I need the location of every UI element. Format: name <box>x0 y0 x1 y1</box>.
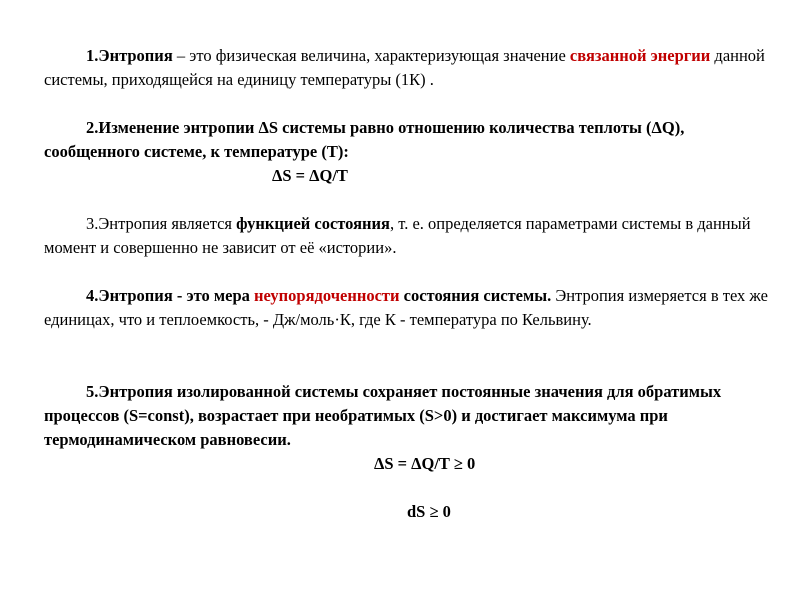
paragraph-5 <box>44 380 774 452</box>
formula-isolated-entropy: ΔS = ΔQ/T ≥ 0 <box>374 454 476 473</box>
p1-text-2: данной системы, приходящейся на единицу температуры (1К) . <box>44 46 765 89</box>
paragraph-2 <box>44 116 774 164</box>
paragraph-3 <box>44 212 774 260</box>
p1-lead: 1.Энтропия <box>86 46 173 65</box>
p2-text: 2.Изменение энтропии ΔS системы равно отношению количества теплоты (ΔQ), сообщенного системе, к температуре (Т): <box>44 118 685 161</box>
p1-highlight-bound-energy: связанной энергии <box>569 46 711 65</box>
p3-text-1: 3.Энтропия является <box>86 214 237 233</box>
formula-ds-nonnegative: dS ≥ 0 <box>407 502 451 521</box>
p4-lead: 4.Энтропия - это мера <box>86 286 254 305</box>
paragraph-4 <box>44 284 774 332</box>
p1-text-1: – это физическая величина, характеризующая значение <box>172 46 570 65</box>
p3-text-2: , т. е. определяется параметрами системы в данный момент и совершенно не зависит от её «истории». <box>44 214 751 257</box>
p4-bold-2: состояния системы. <box>399 286 552 305</box>
p4-text: Энтропия измеряется в тех же единицах, что и теплоемкость, - Дж/моль·К, где К - температура по Кельвину. <box>44 286 768 329</box>
formula-entropy-change: ΔS = ΔQ/T <box>272 166 348 185</box>
p4-highlight-disorder: неупорядоченности <box>254 286 400 305</box>
paragraph-1 <box>44 44 774 92</box>
p5-text: 5.Энтропия изолированной системы сохраняет постоянные значения для обратимых процессов (S=const), возрастает при необратимых (S>0) и достигает максимума при термодинамическом равновесии. <box>44 382 722 449</box>
p3-bold-state-function: функцией состояния <box>236 214 390 233</box>
